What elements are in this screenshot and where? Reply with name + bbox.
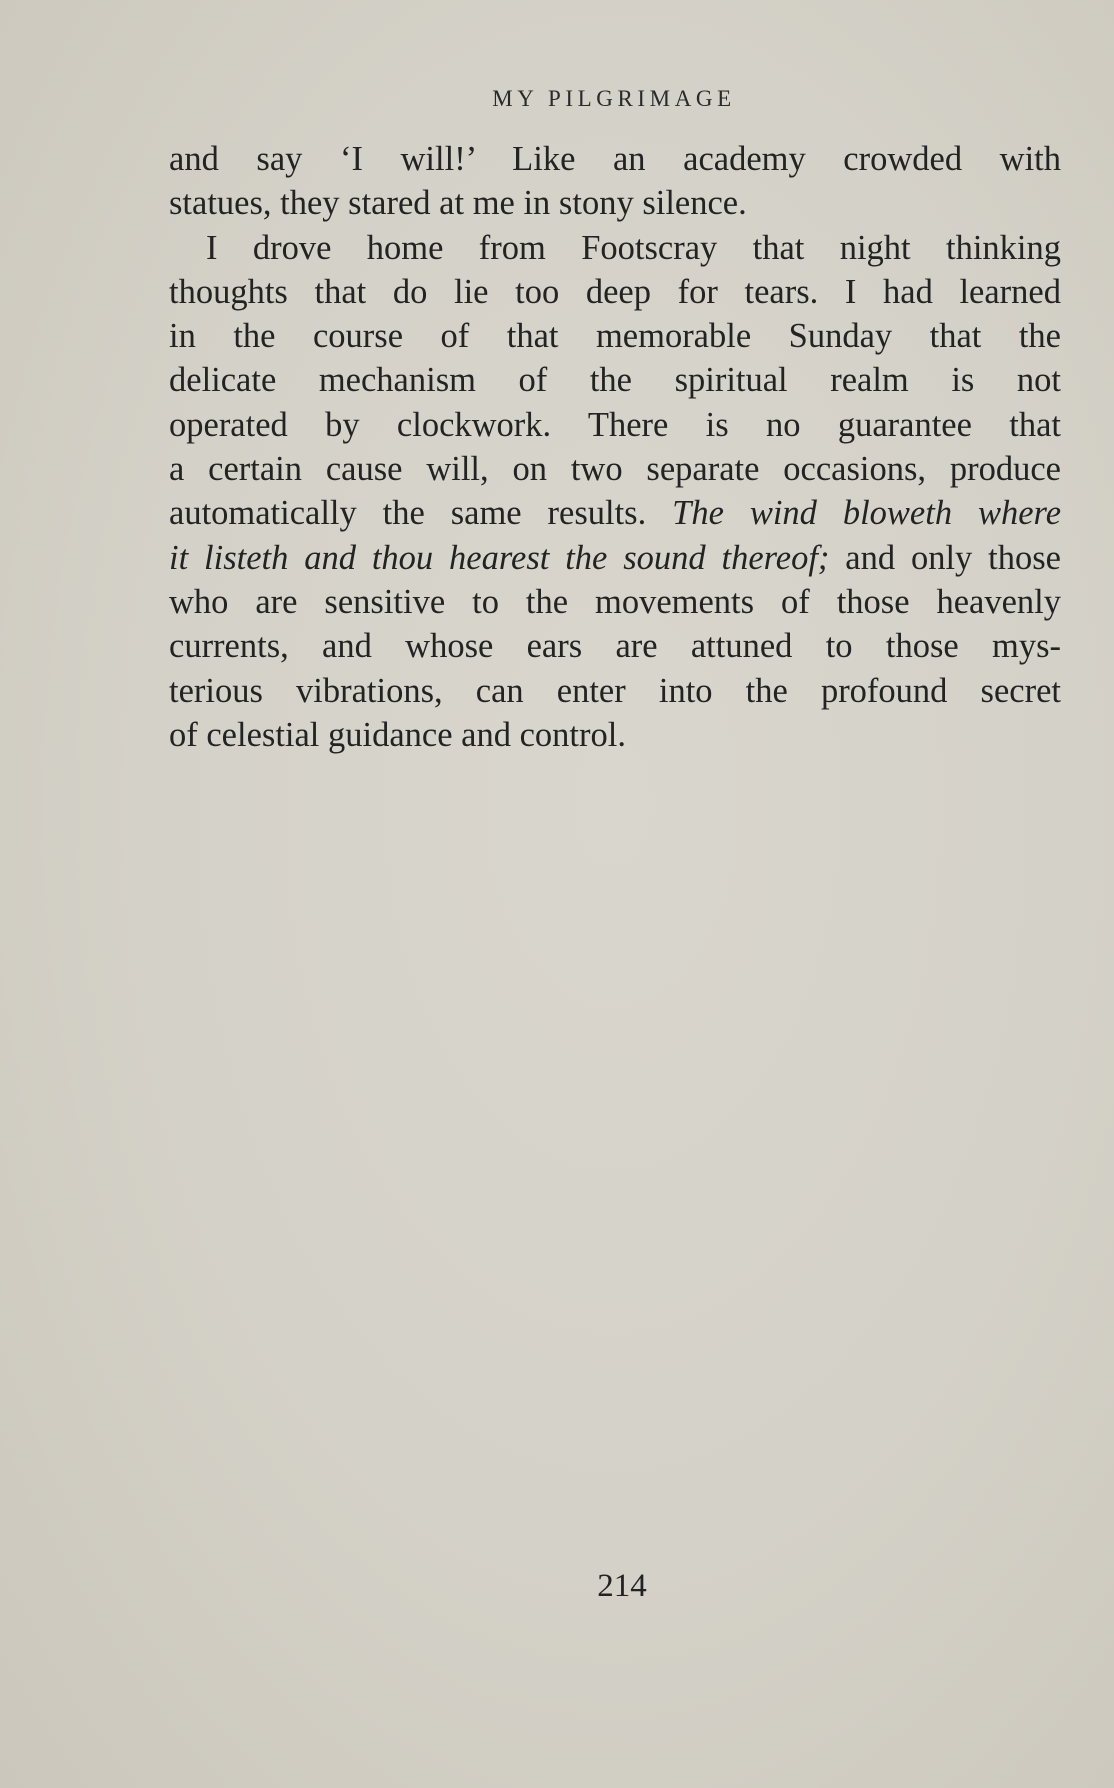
page-number: 214 <box>597 1568 647 1604</box>
text-line: terious vibrations, can enter into the profound secret <box>169 671 1061 710</box>
text-line: currents, and whose ears are attuned to those mys- <box>169 627 1061 666</box>
italic-quote: it listeth and thou hearest the sound thereof; <box>169 538 830 577</box>
body-text <box>169 137 1061 757</box>
text-line <box>169 536 1061 580</box>
text-line: and say ‘I will!’ Like an academy crowded with <box>169 140 1061 178</box>
text-line: who are sensitive to the movements of those heavenly <box>169 582 1061 621</box>
text-line: of celestial guidance and control. <box>169 715 626 754</box>
text-line: thoughts that do lie too deep for tears. I had learned <box>169 272 1061 311</box>
italic-quote: The wind bloweth where <box>672 494 1062 533</box>
text-line: operated by clockwork. There is no guarantee that <box>169 405 1061 444</box>
text-segment: automatically the same results. <box>169 494 647 533</box>
text-line: I drove home from Footscray that night thinking <box>206 228 1061 267</box>
text-segment: and only those <box>845 538 1061 577</box>
text-line: a certain cause will, on two separate occasions, produce <box>169 450 1061 489</box>
text-line: delicate mechanism of the spiritual realm is not <box>169 361 1061 400</box>
text-line: statues, they stared at me in stony silence. <box>169 184 747 223</box>
text-line <box>169 491 1061 535</box>
running-head: MY PILGRIMAGE <box>492 86 736 111</box>
text-line: in the course of that memorable Sunday that the <box>169 317 1061 356</box>
